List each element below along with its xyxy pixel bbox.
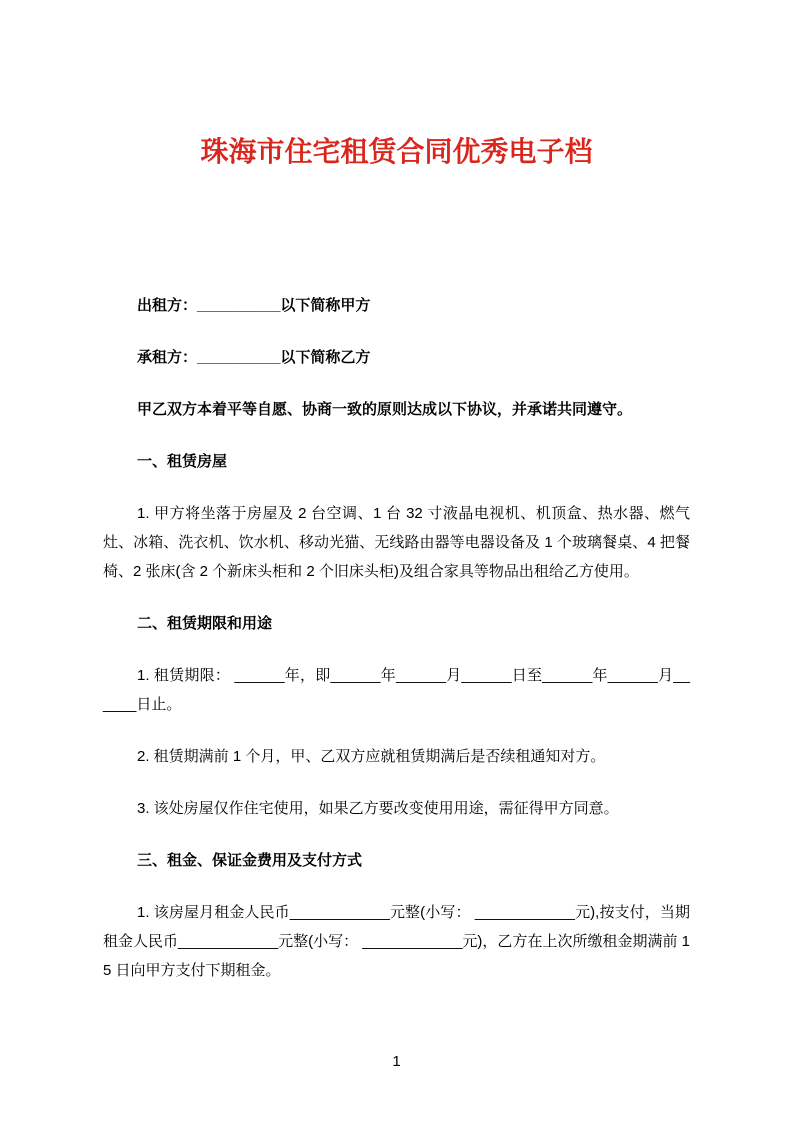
section-2-heading: 二、租赁期限和用途	[137, 615, 273, 632]
clause-2-3: 3. 该处房屋仅作住宅使用，如果乙方要改变使用用途，需征得甲方同意。	[137, 800, 619, 817]
clause-3-1: 1. 该房屋月租金人民币____________元整(小写： ____________元),按支付，当期租金人民币____________元整(小写： ____________元)，乙方在上次所缴租金期满前 15 日向甲方支付下期租金。	[103, 904, 690, 979]
lessor-line: 出租方：__________以下简称甲方	[137, 297, 371, 314]
document-title: 珠海市住宅租赁合同优秀电子档	[200, 136, 593, 167]
section-3-heading: 三、租金、保证金费用及支付方式	[137, 852, 363, 869]
lessee-line: 承租方：__________以下简称乙方	[137, 349, 371, 366]
clause-2-2: 2. 租赁期满前 1 个月，甲、乙双方应就租赁期满后是否续租通知对方。	[137, 748, 606, 765]
section-1-heading: 一、租赁房屋	[137, 453, 228, 470]
document-content	[103, 134, 690, 985]
page-number: 1	[392, 1053, 401, 1070]
clause-2-1: 1. 租赁期限： ______年，即______年______月______日至______年______月______日止。	[103, 667, 690, 713]
clause-1-1: 1. 甲方将坐落于房屋及 2 台空调、1 台 32 寸液晶电视机、机顶盒、热水器、燃气灶、冰箱、洗衣机、饮水机、移动光猫、无线路由器等电器设备及 1 个玻璃餐桌、4 把餐椅、2 张床(含 2 个新床头柜和 2 个旧床头柜)及组合家具等物品出租给乙方使用。	[103, 505, 690, 580]
preamble: 甲乙双方本着平等自愿、协商一致的原则达成以下协议，并承诺共同遵守。	[137, 401, 633, 418]
